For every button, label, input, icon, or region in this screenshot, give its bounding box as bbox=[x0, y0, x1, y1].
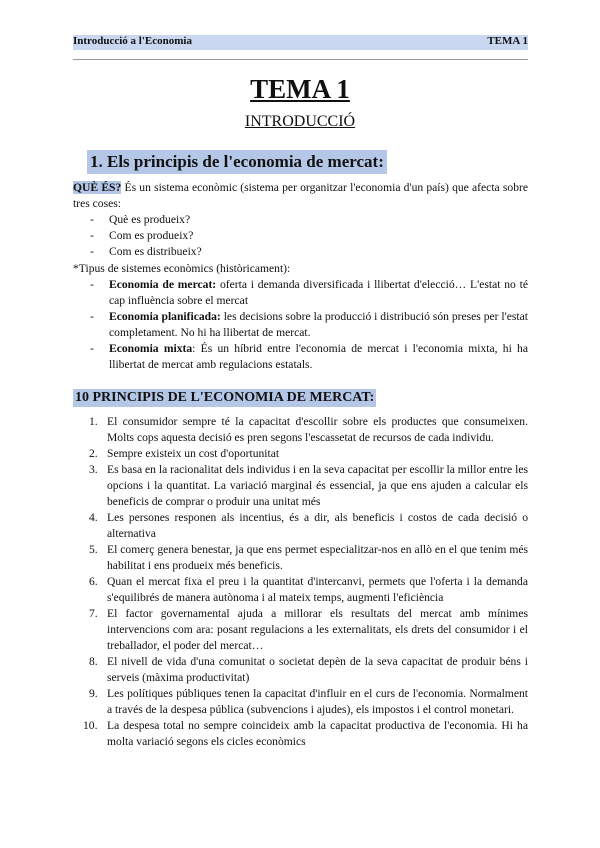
section1-heading: 1. Els principis de l'economia de mercat: bbox=[87, 150, 387, 174]
que-es-label: QUÈ ÉS? bbox=[73, 181, 122, 194]
header-course-title: Introducció a l'Economia bbox=[73, 35, 192, 47]
list-item: - Com es distribueix? bbox=[90, 245, 202, 258]
principles-list bbox=[73, 414, 528, 750]
list-item: 3. Es basa en la racionalitat dels individus i en la seva capacitat per escollir la millor entre les opcions i la quantitat. La variació marginal és essencial, ja que ens ajuden a calcular els beneficis de comprar o produir una unitat més bbox=[89, 463, 528, 508]
list-item: - Economia de mercat: oferta i demanda diversificada i llibertat d'elecció… L'estat no té cap influència sobre el mercat bbox=[90, 278, 528, 307]
list-item: 6. Quan el mercat fixa el preu i la quantitat d'intercanvi, permets que l'oferta i la demanda s'equilibrés de manera autònoma i al mateix temps, augmenti l'eficiència bbox=[89, 575, 528, 604]
page-subtitle: INTRODUCCIÓ bbox=[244, 113, 356, 130]
section2-heading: 10 PRINCIPIS DE L'ECONOMIA DE MERCAT: bbox=[75, 390, 375, 405]
list-item: - Economia planificada: les decisions sobre la producció i distribució són preses per l'estat completament. No hi ha llibertat de mercat. bbox=[90, 310, 528, 339]
list-item: - Què es produeix? bbox=[90, 213, 191, 226]
tipus-intro: *Tipus de sistemes econòmics (històricament): bbox=[73, 262, 291, 275]
page-title: TEMA 1 bbox=[250, 74, 350, 104]
list-item: 5. El comerç genera benestar, ja que ens permet especialitzar-nos en allò en el que tenim més habilitat i ens produeix més beneficis. bbox=[89, 543, 528, 572]
list-item: 9. Les polítiques públiques tenen la capacitat d'influir en el curs de l'economia. Normalment a través de la despesa pública (subvencions i ajudes), els impostos i el control monetari. bbox=[89, 687, 528, 716]
list-item: 8. El nivell de vida d'una comunitat o societat depèn de la seva capacitat de produir béns i serveis (màxima productivitat) bbox=[89, 655, 528, 684]
list-item: 2. Sempre existeix un cost d'oportunitat bbox=[89, 447, 280, 460]
list-item: - Economia mixta: És un híbrid entre l'economia de mercat i l'economia mixta, hi ha llibertat de mercat amb regulacions estatals. bbox=[90, 342, 528, 371]
list-item: 10. La despesa total no sempre coincideix amb la capacitat productiva de l'economia. Hi ha molta variació segons els cicles econòmics bbox=[83, 719, 528, 748]
que-es-text: És un sistema econòmic (sistema per organitzar l'economia d'un país) que afecta sobre tres coses: bbox=[73, 181, 528, 210]
list-item: - Com es produeix? bbox=[90, 229, 194, 242]
list-item: 1. El consumidor sempre té la capacitat d'escollir sobre els productes que consumeixen. Molts cops aquesta decisió es pren segons l'escassetat de recursos de cada individu. bbox=[89, 415, 528, 444]
que-es-paragraph bbox=[73, 180, 528, 212]
page-header bbox=[73, 35, 528, 50]
list-item: 4. Les persones responen als incentius, és a dir, als beneficis i costos de cada decisió o alternativa bbox=[89, 511, 528, 540]
tipus-list bbox=[73, 277, 528, 373]
header-topic: TEMA 1 bbox=[487, 35, 528, 47]
header-divider bbox=[73, 59, 528, 60]
questions-list bbox=[73, 212, 528, 260]
list-item: 7. El factor governamental ajuda a millorar els resultats del mercat amb mínimes intervencions com ara: posant regulacions a les externalitats, els drets del consumidor i el treballador, el poder del mercat… bbox=[89, 607, 528, 652]
